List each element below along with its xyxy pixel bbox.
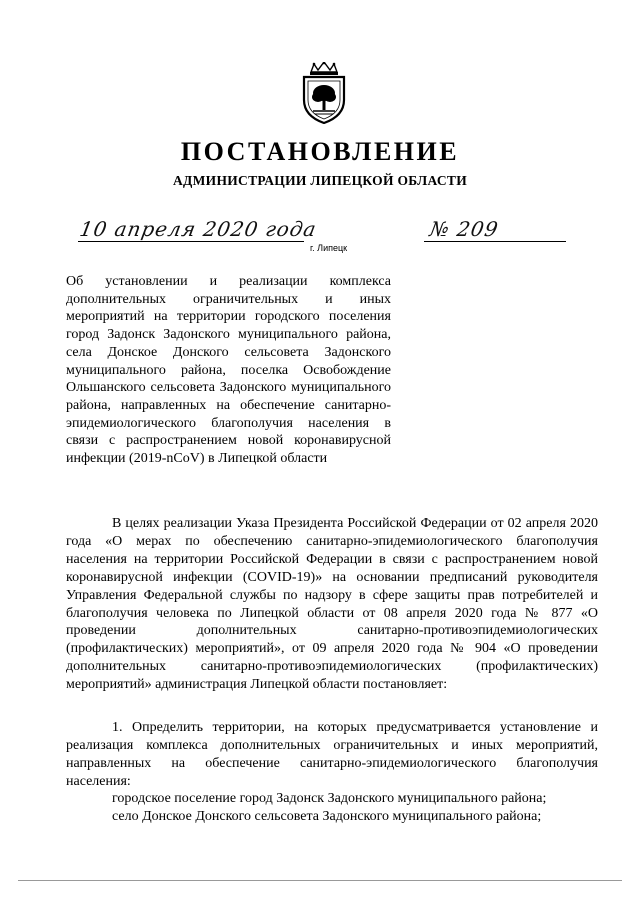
list-item: село Донское Донского сельсовета Задонского муниципального района; bbox=[112, 809, 542, 824]
coat-of-arms-icon bbox=[299, 62, 349, 124]
handwritten-number: № 209 bbox=[427, 217, 501, 241]
handwritten-date: 10 апреля 2020 года bbox=[77, 217, 319, 241]
list-item: городское поселение город Задонск Задонского муниципального района; bbox=[112, 791, 547, 806]
date-underline bbox=[78, 241, 304, 242]
clause-1-paragraph: 1. Определить территории, на которых предусматривается установление и реализация комплекса дополнительных ограничительных и иных мероприятий, направленных на обеспечение санитарно-эпидемиологического благополучия населения: bbox=[66, 720, 598, 789]
number-underline bbox=[424, 241, 566, 242]
preamble-paragraph: В целях реализации Указа Президента Российской Федерации от 02 апреля 2020 года «О мерах по обеспечению санитарно-эпидемиологического благополучия населения на территории Российской Федерации в связи с распространением новой коронавирусной инфекции (COVID-19)» на основании предписаний руководителя Управления Федеральной службы по надзору в сфере защиты прав потребителей и благополучия человека по Липецкой области от 08 апреля 2020 года № 877 «О проведении дополнительных санитарно-противоэпидемиологических (профилактических) мероприятий», от 09 апреля 2020 года № 904 «О проведении дополнительных санитарно-противоэпидемиологических (профилактических) мероприятий» администрация Липецкой области постановляет: bbox=[66, 516, 598, 693]
document-subtitle: АДМИНИСТРАЦИИ ЛИПЕЦКОЙ ОБЛАСТИ bbox=[172, 173, 468, 188]
document-title: ПОСТАНОВЛЕНИЕ bbox=[180, 137, 460, 166]
city-label: г. Липецк bbox=[310, 243, 348, 253]
page-bottom-edge bbox=[18, 880, 622, 881]
document-heading: Об установлении и реализации комплекса дополнительных ограничительных и иных мероприятий на территории городского поселения город Задонск Задонского муниципального района, села Донское Донского сельсовета Задонского муниципального района, поселка Освобождение Ольшанского сельсовета Задонского муниципального района, направленных на обеспечение санитарно-эпидемиологического благополучия населения в связи с распространением новой коронавирусной инфекции (2019-nCoV) в Липецкой области bbox=[66, 274, 391, 467]
